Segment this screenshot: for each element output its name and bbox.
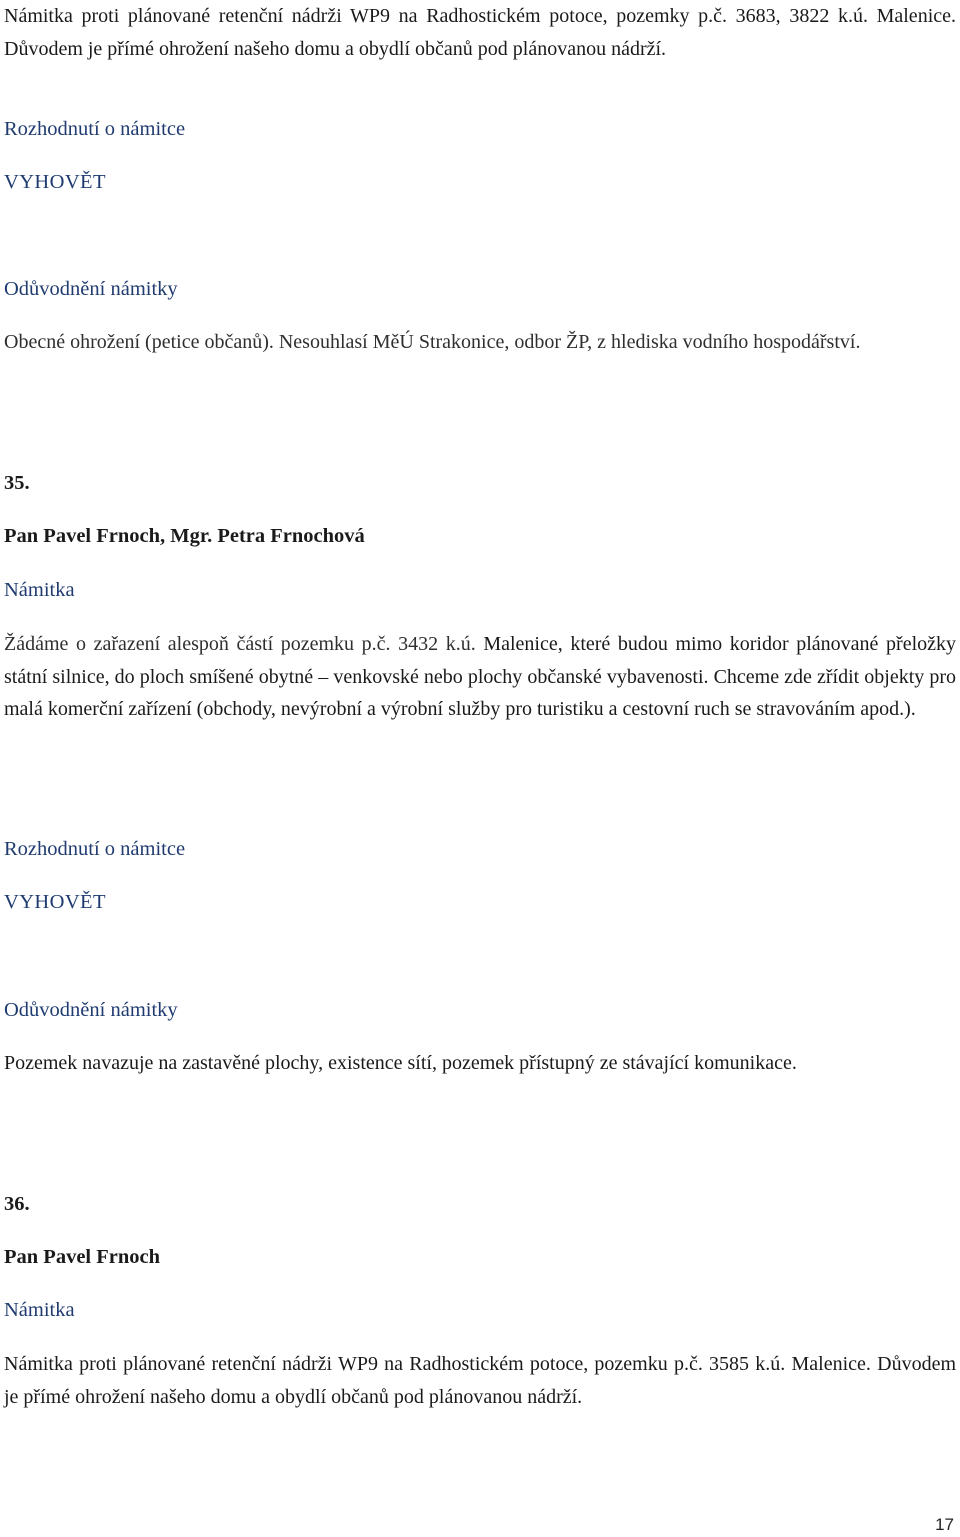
item-number: 35.	[4, 472, 30, 494]
item-number: 36.	[4, 1193, 30, 1215]
item-name: Pan Pavel Frnoch, Mgr. Petra Frnochová	[4, 525, 365, 547]
justification-text: Pozemek navazuje na zastavěné plochy, existence sítí, pozemek přístupný ze stávající komunikace.	[4, 1052, 797, 1074]
objection-text-part: Malenice, které budou mimo koridor plánované přeložky státní silnice, do ploch smíšené obytné – venkovské nebo plochy občanské vybavenosti.	[4, 633, 956, 688]
objection-label: Námitka	[4, 579, 75, 601]
justification-label: Odůvodnění námitky	[4, 278, 178, 300]
objection-text: Námitka proti plánované retenční nádrži WP9 na Radhostickém potoce, pozemky p.č. 3683, 3822 k.ú. Malenice. Důvodem je přímé ohrožení našeho domu a obydlí občanů pod plánovanou nádrží.	[4, 5, 956, 60]
decision-label: Rozhodnutí o námitce	[4, 118, 186, 140]
objection-text	[4, 628, 956, 726]
decision-value: VYHOVĚT	[4, 171, 106, 193]
objection-text: Námitka proti plánované retenční nádrži WP9 na Radhostickém potoce, pozemku p.č. 3585 k.ú. Malenice. Důvodem je přímé ohrožení našeho domu a obydlí občanů pod plánovanou nádrží.	[4, 1353, 956, 1408]
decision-label: Rozhodnutí o námitce	[4, 838, 186, 860]
page-number: 17	[935, 1515, 954, 1534]
item-name: Pan Pavel Frnoch	[4, 1246, 161, 1268]
objection-text-part: Chceme zde zřídit objekty pro malá komerční zařízení (obchody, nevýrobní a výrobní služby pro turistiku a cestovní ruch se stravováním apod.).	[4, 665, 957, 720]
justification-label: Odůvodnění námitky	[4, 999, 178, 1021]
objection-text-part: Žádáme o zařazení alespoň částí pozemku p.č. 3432 k.ú.	[4, 633, 476, 655]
decision-value: VYHOVĚT	[4, 891, 106, 913]
objection-label: Námitka	[4, 1299, 75, 1321]
justification-text: Obecné ohrožení (petice občanů). Nesouhlasí MěÚ Strakonice, odbor ŽP, z hlediska vodního hospodářství.	[4, 331, 861, 353]
